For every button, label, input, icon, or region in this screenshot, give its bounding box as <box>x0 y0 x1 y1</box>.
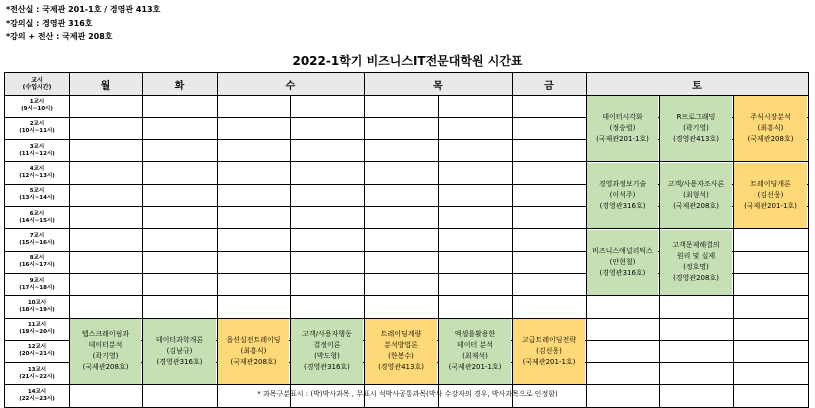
course-detail: (국제관201-1호) <box>522 357 576 366</box>
course-title: 데이터과학개론 <box>155 335 204 344</box>
course-title: 고객/사용자행동 <box>302 330 352 339</box>
course-detail: (안현철) <box>609 257 636 266</box>
row-divider <box>5 407 808 408</box>
course-block[interactable] <box>70 319 141 384</box>
corner-sublabel: (수업시간) <box>22 84 52 91</box>
course-detail: 결정이론 <box>313 341 341 350</box>
course-detail: (국제관201-1호) <box>448 363 502 372</box>
course-block[interactable] <box>513 319 585 384</box>
period-name: 8교시 <box>29 255 45 262</box>
course-detail: 분석방법론 <box>384 341 418 350</box>
day-header: 목 <box>364 73 512 95</box>
course-detail: (김남규) <box>166 346 193 355</box>
course-title: 옵션실전트레이딩 <box>226 335 281 344</box>
course-detail: 데이터 분석 <box>456 341 494 350</box>
period-time: (16시~17시) <box>19 262 55 269</box>
course-title: 경영과정보기술 <box>598 179 647 188</box>
course-detail: (한봉수) <box>388 352 414 361</box>
day-header: 월 <box>69 73 142 95</box>
row-divider <box>5 228 808 229</box>
course-detail: (경영관316호) <box>599 268 646 277</box>
course-detail: (최형석) <box>683 190 709 199</box>
period-name: 5교시 <box>29 188 45 195</box>
course-detail: (최재석) <box>462 352 488 361</box>
column-divider <box>438 95 439 407</box>
day-header: 금 <box>512 73 586 95</box>
course-detail: (김선웅) <box>757 190 784 199</box>
notes <box>6 3 160 44</box>
period-label <box>5 363 69 385</box>
course-block[interactable] <box>660 163 732 228</box>
period-label <box>5 207 69 229</box>
period-label <box>5 340 69 362</box>
course-detail: (경영관316호) <box>304 363 350 372</box>
note-line: *강의 + 전산 : 국제관 208호 <box>6 32 113 41</box>
course-title: 트레이딩계량 <box>380 330 422 339</box>
course-title: 고객/사용자조사론 <box>667 179 725 188</box>
course-block[interactable] <box>587 230 658 295</box>
course-title: 트레이딩개론 <box>750 179 791 188</box>
period-label <box>5 117 69 139</box>
period-name: 9교시 <box>29 277 45 284</box>
course-block[interactable] <box>365 319 437 384</box>
course-detail: (경영관413호) <box>378 363 424 372</box>
period-time: (9시~10시) <box>21 106 53 113</box>
period-label <box>5 184 69 206</box>
course-block[interactable] <box>143 319 216 384</box>
course-title: 텝스크레이핑과 <box>81 330 130 339</box>
course-block[interactable] <box>587 163 658 228</box>
course-detail: (국제관201-1호) <box>596 134 649 143</box>
row-divider <box>5 295 808 296</box>
course-block[interactable] <box>218 319 289 384</box>
day-header: 수 <box>217 73 364 95</box>
course-detail: (곽기영) <box>92 352 119 361</box>
row-divider <box>5 318 808 319</box>
course-detail: (경영관316호) <box>599 201 646 210</box>
course-block[interactable] <box>587 96 658 161</box>
course-block[interactable] <box>291 319 363 384</box>
course-block[interactable] <box>734 163 807 228</box>
period-time: (13시~14시) <box>19 195 55 202</box>
period-name: 13교시 <box>27 366 47 373</box>
day-header: 화 <box>142 73 217 95</box>
course-detail: (국제관208호) <box>673 201 719 210</box>
period-time: (22시~23시) <box>19 396 55 403</box>
period-time: (10시~11시) <box>19 128 55 135</box>
corner-label: 교시 <box>31 77 43 84</box>
period-label <box>5 229 69 251</box>
course-detail: (경영관413호) <box>673 134 719 143</box>
course-detail: (정호명) <box>683 263 709 272</box>
course-detail: (박도형) <box>314 352 340 361</box>
period-time: (18시~19시) <box>19 306 55 313</box>
period-name: 12교시 <box>27 344 47 351</box>
timetable-grid <box>4 72 809 408</box>
period-label <box>5 140 69 162</box>
row-divider <box>5 161 808 162</box>
course-detail: 데이터분석 <box>88 341 123 350</box>
course-detail: (정승렬) <box>609 123 636 132</box>
period-time: (21시~22시) <box>19 373 55 380</box>
course-detail: (국제관208호) <box>747 134 794 143</box>
corner-header <box>5 73 69 95</box>
period-time: (17시~18시) <box>19 284 55 291</box>
period-name: 11교시 <box>27 322 47 329</box>
course-title: R프로그래밍 <box>676 112 716 121</box>
course-title: 고객문제해결의 <box>672 241 720 250</box>
period-name: 6교시 <box>29 210 45 217</box>
period-name: 4교시 <box>29 166 45 173</box>
period-label <box>5 251 69 273</box>
period-time: (15시~16시) <box>19 239 55 246</box>
period-name: 3교시 <box>29 143 45 150</box>
period-label <box>5 273 69 295</box>
course-detail: (경영관208호) <box>673 274 719 283</box>
period-time: (20시~21시) <box>19 351 55 358</box>
page-title: 2022-1학기 비즈니스IT전문대학원 시간표 <box>292 54 523 68</box>
course-title: 엑셀을활용한 <box>454 330 496 339</box>
note-line: *전산실 : 국제관 201-1호 / 경영관 413호 <box>6 5 161 14</box>
period-name: 10교시 <box>27 299 47 306</box>
footnote: * 과목구분표시 : (박)박사과목 , 무표시 석박사공통과목(박사 수강자의 경우, 박사과목으로 인정함) <box>257 390 558 398</box>
course-detail: (이석주) <box>609 190 636 199</box>
period-label <box>5 296 69 318</box>
course-title: 고급트레이딩전략 <box>521 335 577 344</box>
period-name: 7교시 <box>29 232 45 239</box>
course-detail: (곽기영) <box>683 123 709 132</box>
period-name: 14교시 <box>27 389 47 396</box>
course-title: 주식시장분석 <box>750 112 791 121</box>
period-time: (19시~20시) <box>19 329 55 336</box>
column-divider <box>659 95 660 407</box>
course-block[interactable] <box>439 319 511 384</box>
course-block[interactable] <box>660 230 732 295</box>
period-name: 1교시 <box>29 99 45 106</box>
period-label <box>5 95 69 117</box>
course-detail: (김선웅) <box>536 346 562 355</box>
period-label <box>5 162 69 184</box>
period-time: (11시~12시) <box>19 150 55 157</box>
course-block[interactable] <box>734 96 807 161</box>
note-line: *강의실 : 경영관 316호 <box>6 18 93 28</box>
course-detail: (최흥식) <box>757 123 784 132</box>
period-time: (14시~15시) <box>19 217 55 224</box>
course-detail: 원리 및 실제 <box>676 252 716 261</box>
period-name: 2교시 <box>29 121 45 128</box>
course-block[interactable] <box>660 96 732 161</box>
course-detail: (국제관201-1호) <box>744 201 797 210</box>
day-header: 토 <box>586 73 808 95</box>
period-label <box>5 318 69 340</box>
course-title: 데이터시각화 <box>602 112 643 121</box>
column-divider <box>290 95 291 407</box>
course-detail: (최흥식) <box>240 346 267 355</box>
course-detail: (국제관208호) <box>230 357 277 366</box>
row-divider <box>5 384 808 385</box>
course-title: 비즈니스애널리틱스 <box>592 246 653 255</box>
course-detail: (경영관316호) <box>156 357 203 366</box>
period-time: (12시~13시) <box>19 173 55 180</box>
course-detail: (국제관208호) <box>82 363 129 372</box>
column-divider <box>733 95 734 407</box>
